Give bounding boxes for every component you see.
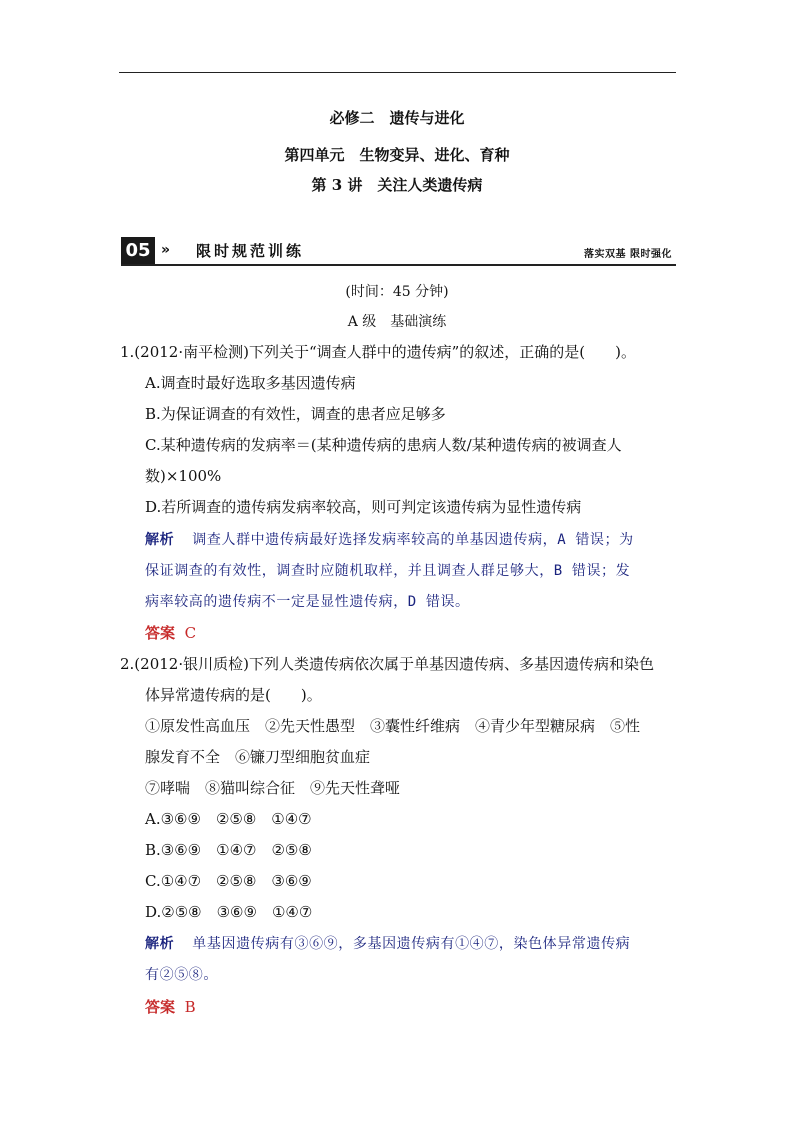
banner-title: 限时规范训练 xyxy=(196,242,305,260)
banner-number: 05 xyxy=(121,237,155,265)
q2-answer xyxy=(145,997,196,1017)
unit-title: 第四单元 生物变异、进化、育种 xyxy=(284,146,510,164)
q1-stem: 1.(2012·南平检测)下列关于“调查人群中的遗传病”的叙述，正确的是( )。 xyxy=(120,343,637,361)
q2-option-d: D.②⑤⑧ ③⑥⑨ ①④⑦ xyxy=(145,903,313,921)
q2-stem-line2: 体异常遗传病的是( )。 xyxy=(145,686,322,704)
q1-answer xyxy=(145,623,196,643)
q2-answer-value: B xyxy=(184,998,196,1016)
banner-tag: 落实双基 限时强化 xyxy=(584,249,672,260)
q2-items-line2: 腺发育不全 ⑥镰刀型细胞贫血症 xyxy=(145,748,371,766)
analysis-label: 解析 xyxy=(145,532,175,548)
q1-option-a: A.调查时最好选取多基因遗传病 xyxy=(145,374,356,392)
level-heading: A 级 基础演练 xyxy=(347,314,447,330)
book-title: 必修二 遗传与进化 xyxy=(329,109,465,127)
q1-option-c-line1: C.某种遗传病的发病率＝(某种遗传病的患病人数/某种遗传病的被调查人 xyxy=(145,436,622,454)
answer-label: 答案 xyxy=(145,998,176,1016)
double-chevron-icon: » xyxy=(161,242,171,258)
q2-stem-line1: 2.(2012·银川质检)下列人类遗传病依次属于单基因遗传病、多基因遗传病和染色 xyxy=(120,655,654,673)
q2-option-c: C.①④⑦ ②⑤⑧ ③⑥⑨ xyxy=(145,872,312,890)
header-rule xyxy=(119,72,676,73)
section-banner xyxy=(121,237,676,265)
lesson-title: 第 3 讲 关注人类遗传病 xyxy=(311,176,483,194)
q2-items-line1: ①原发性高血压 ②先天性愚型 ③囊性纤维病 ④青少年型糖尿病 ⑤性 xyxy=(145,717,641,735)
analysis-label: 解析 xyxy=(145,936,175,952)
q2-option-a: A.③⑥⑨ ②⑤⑧ ①④⑦ xyxy=(145,810,312,828)
q2-analysis-text1: 单基因遗传病有③⑥⑨，多基因遗传病有①④⑦，染色体异常遗传病 xyxy=(192,936,631,952)
q1-analysis-line1 xyxy=(145,530,634,550)
q1-option-b: B.为保证调查的有效性，调查的患者应足够多 xyxy=(145,405,446,423)
q2-analysis-line2: 有②⑤⑧。 xyxy=(145,967,218,983)
q1-option-c-line2: 数)×100% xyxy=(145,467,222,485)
answer-label: 答案 xyxy=(145,624,176,642)
q1-analysis-line2: 保证调查的有效性，调查时应随机取样，并且调查人群足够大，B 错误；发 xyxy=(145,563,631,579)
q1-analysis-line3: 病率较高的遗传病不一定是显性遗传病，D 错误。 xyxy=(145,594,470,610)
q1-option-d: D.若所调查的遗传病发病率较高，则可判定该遗传病为显性遗传病 xyxy=(145,498,582,516)
q1-analysis-text1: 调查人群中遗传病最好选择发病率较高的单基因遗传病，A 错误；为 xyxy=(192,532,634,548)
q2-option-b: B.③⑥⑨ ①④⑦ ②⑤⑧ xyxy=(145,841,312,859)
q1-answer-value: C xyxy=(184,624,197,642)
q2-analysis-line1 xyxy=(145,934,630,954)
q2-items-line3: ⑦哮喘 ⑧猫叫综合征 ⑨先天性聋哑 xyxy=(145,779,401,797)
banner-underline xyxy=(121,264,676,266)
time-limit: (时间：45 分钟) xyxy=(345,284,449,300)
